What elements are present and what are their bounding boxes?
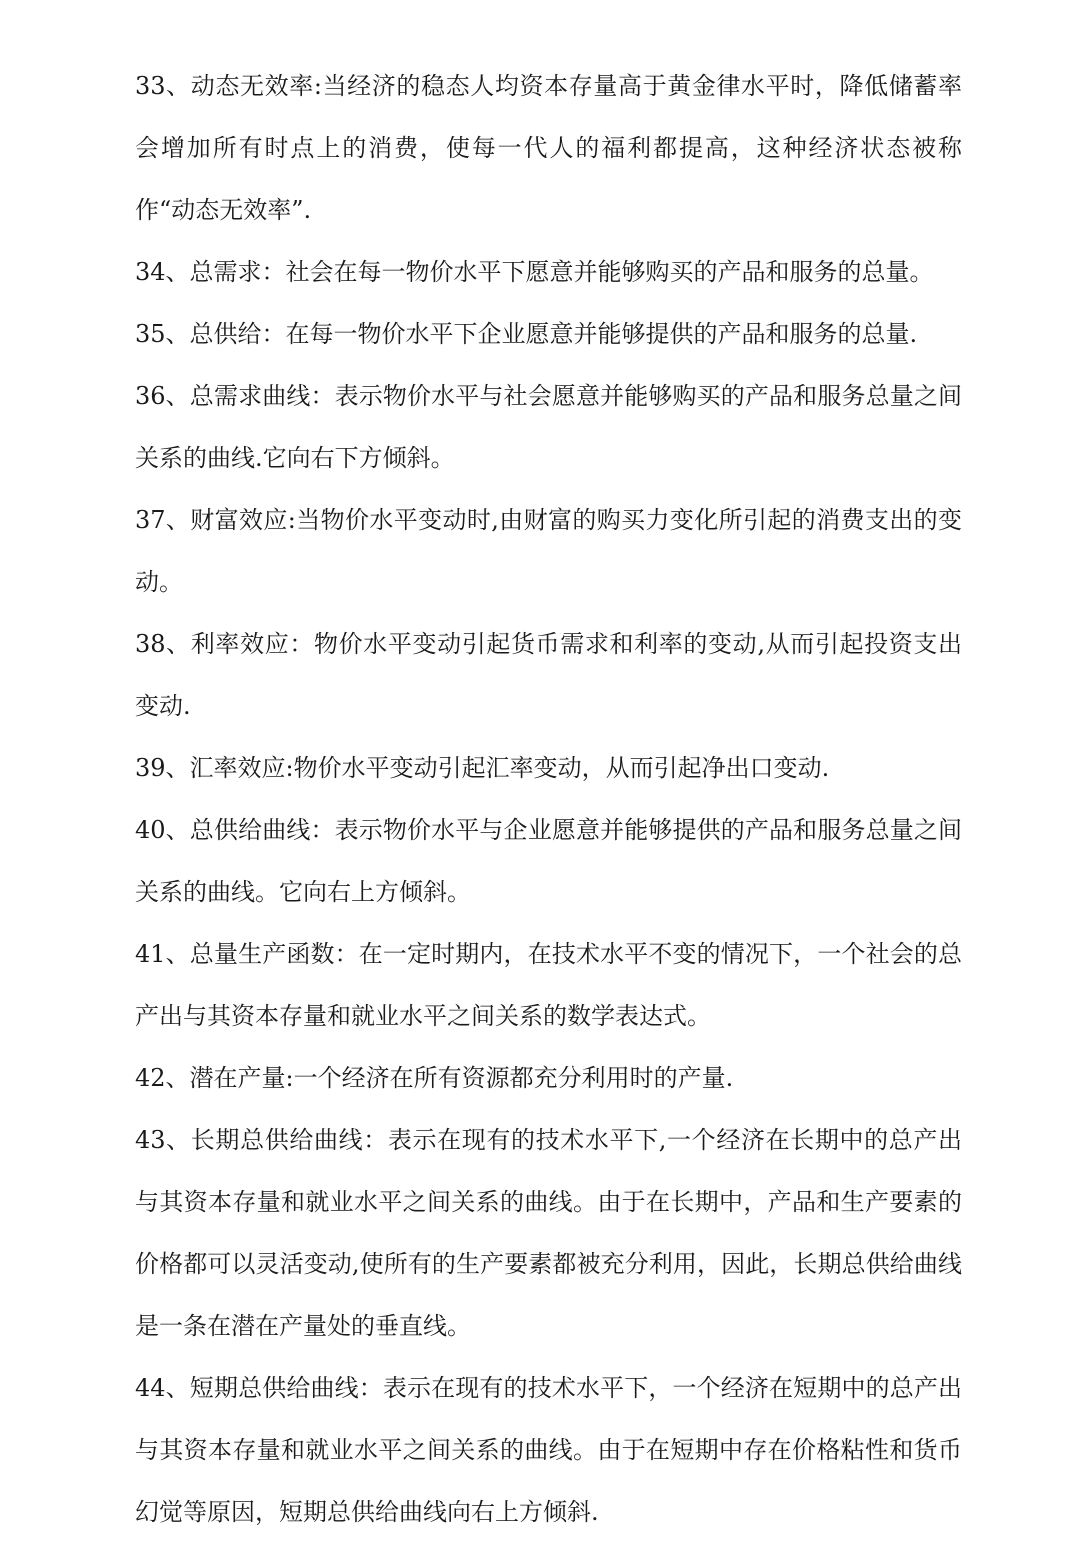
entry-35-aggregate-supply: 35、总供给：在每一物价水平下企业愿意并能够提供的产品和服务的总量. bbox=[135, 320, 918, 348]
entry-36-aggregate-demand-curve: 36、总需求曲线：表示物价水平与社会愿意并能够购买的产品和服务总量之间关系的曲线.它向右下方倾斜。 bbox=[135, 382, 962, 472]
entry-41-aggregate-production-function: 41、总量生产函数：在一定时期内，在技术水平不变的情况下，一个社会的总产出与其资本存量和就业水平之间关系的数学表达式。 bbox=[135, 940, 962, 1030]
entry-37-wealth-effect: 37、财富效应:当物价水平变动时,由财富的购买力变化所引起的消费支出的变动。 bbox=[135, 506, 962, 596]
entry-43-long-run-supply-curve: 43、长期总供给曲线：表示在现有的技术水平下,一个经济在长期中的总产出与其资本存量和就业水平之间关系的曲线。由于在长期中，产品和生产要素的价格都可以灵活变动,使所有的生产要素都被充分利用，因此，长期总供给曲线是一条在潜在产量处的垂直线。 bbox=[135, 1126, 962, 1340]
entry-34-aggregate-demand: 34、总需求：社会在每一物价水平下愿意并能够购买的产品和服务的总量。 bbox=[135, 258, 934, 286]
entry-38-interest-rate-effect: 38、利率效应：物价水平变动引起货币需求和利率的变动,从而引起投资支出变动. bbox=[135, 630, 962, 720]
entry-42-potential-output: 42、潜在产量:一个经济在所有资源都充分利用时的产量. bbox=[135, 1064, 734, 1092]
entry-33-dynamic-inefficiency: 33、动态无效率:当经济的稳态人均资本存量高于黄金律水平时，降低储蓄率会增加所有时点上的消费，使每一代人的福利都提高，这种经济状态被称作“动态无效率”. bbox=[135, 72, 962, 224]
entry-40-aggregate-supply-curve: 40、总供给曲线：表示物价水平与企业愿意并能够提供的产品和服务总量之间关系的曲线。它向右上方倾斜。 bbox=[135, 816, 962, 906]
entry-44-short-run-supply-curve: 44、短期总供给曲线：表示在现有的技术水平下，一个经济在短期中的总产出与其资本存量和就业水平之间关系的曲线。由于在短期中存在价格粘性和货币幻觉等原因，短期总供给曲线向右上方倾斜. bbox=[135, 1374, 962, 1526]
entry-39-exchange-rate-effect: 39、汇率效应:物价水平变动引起汇率变动，从而引起净出口变动. bbox=[135, 754, 830, 782]
